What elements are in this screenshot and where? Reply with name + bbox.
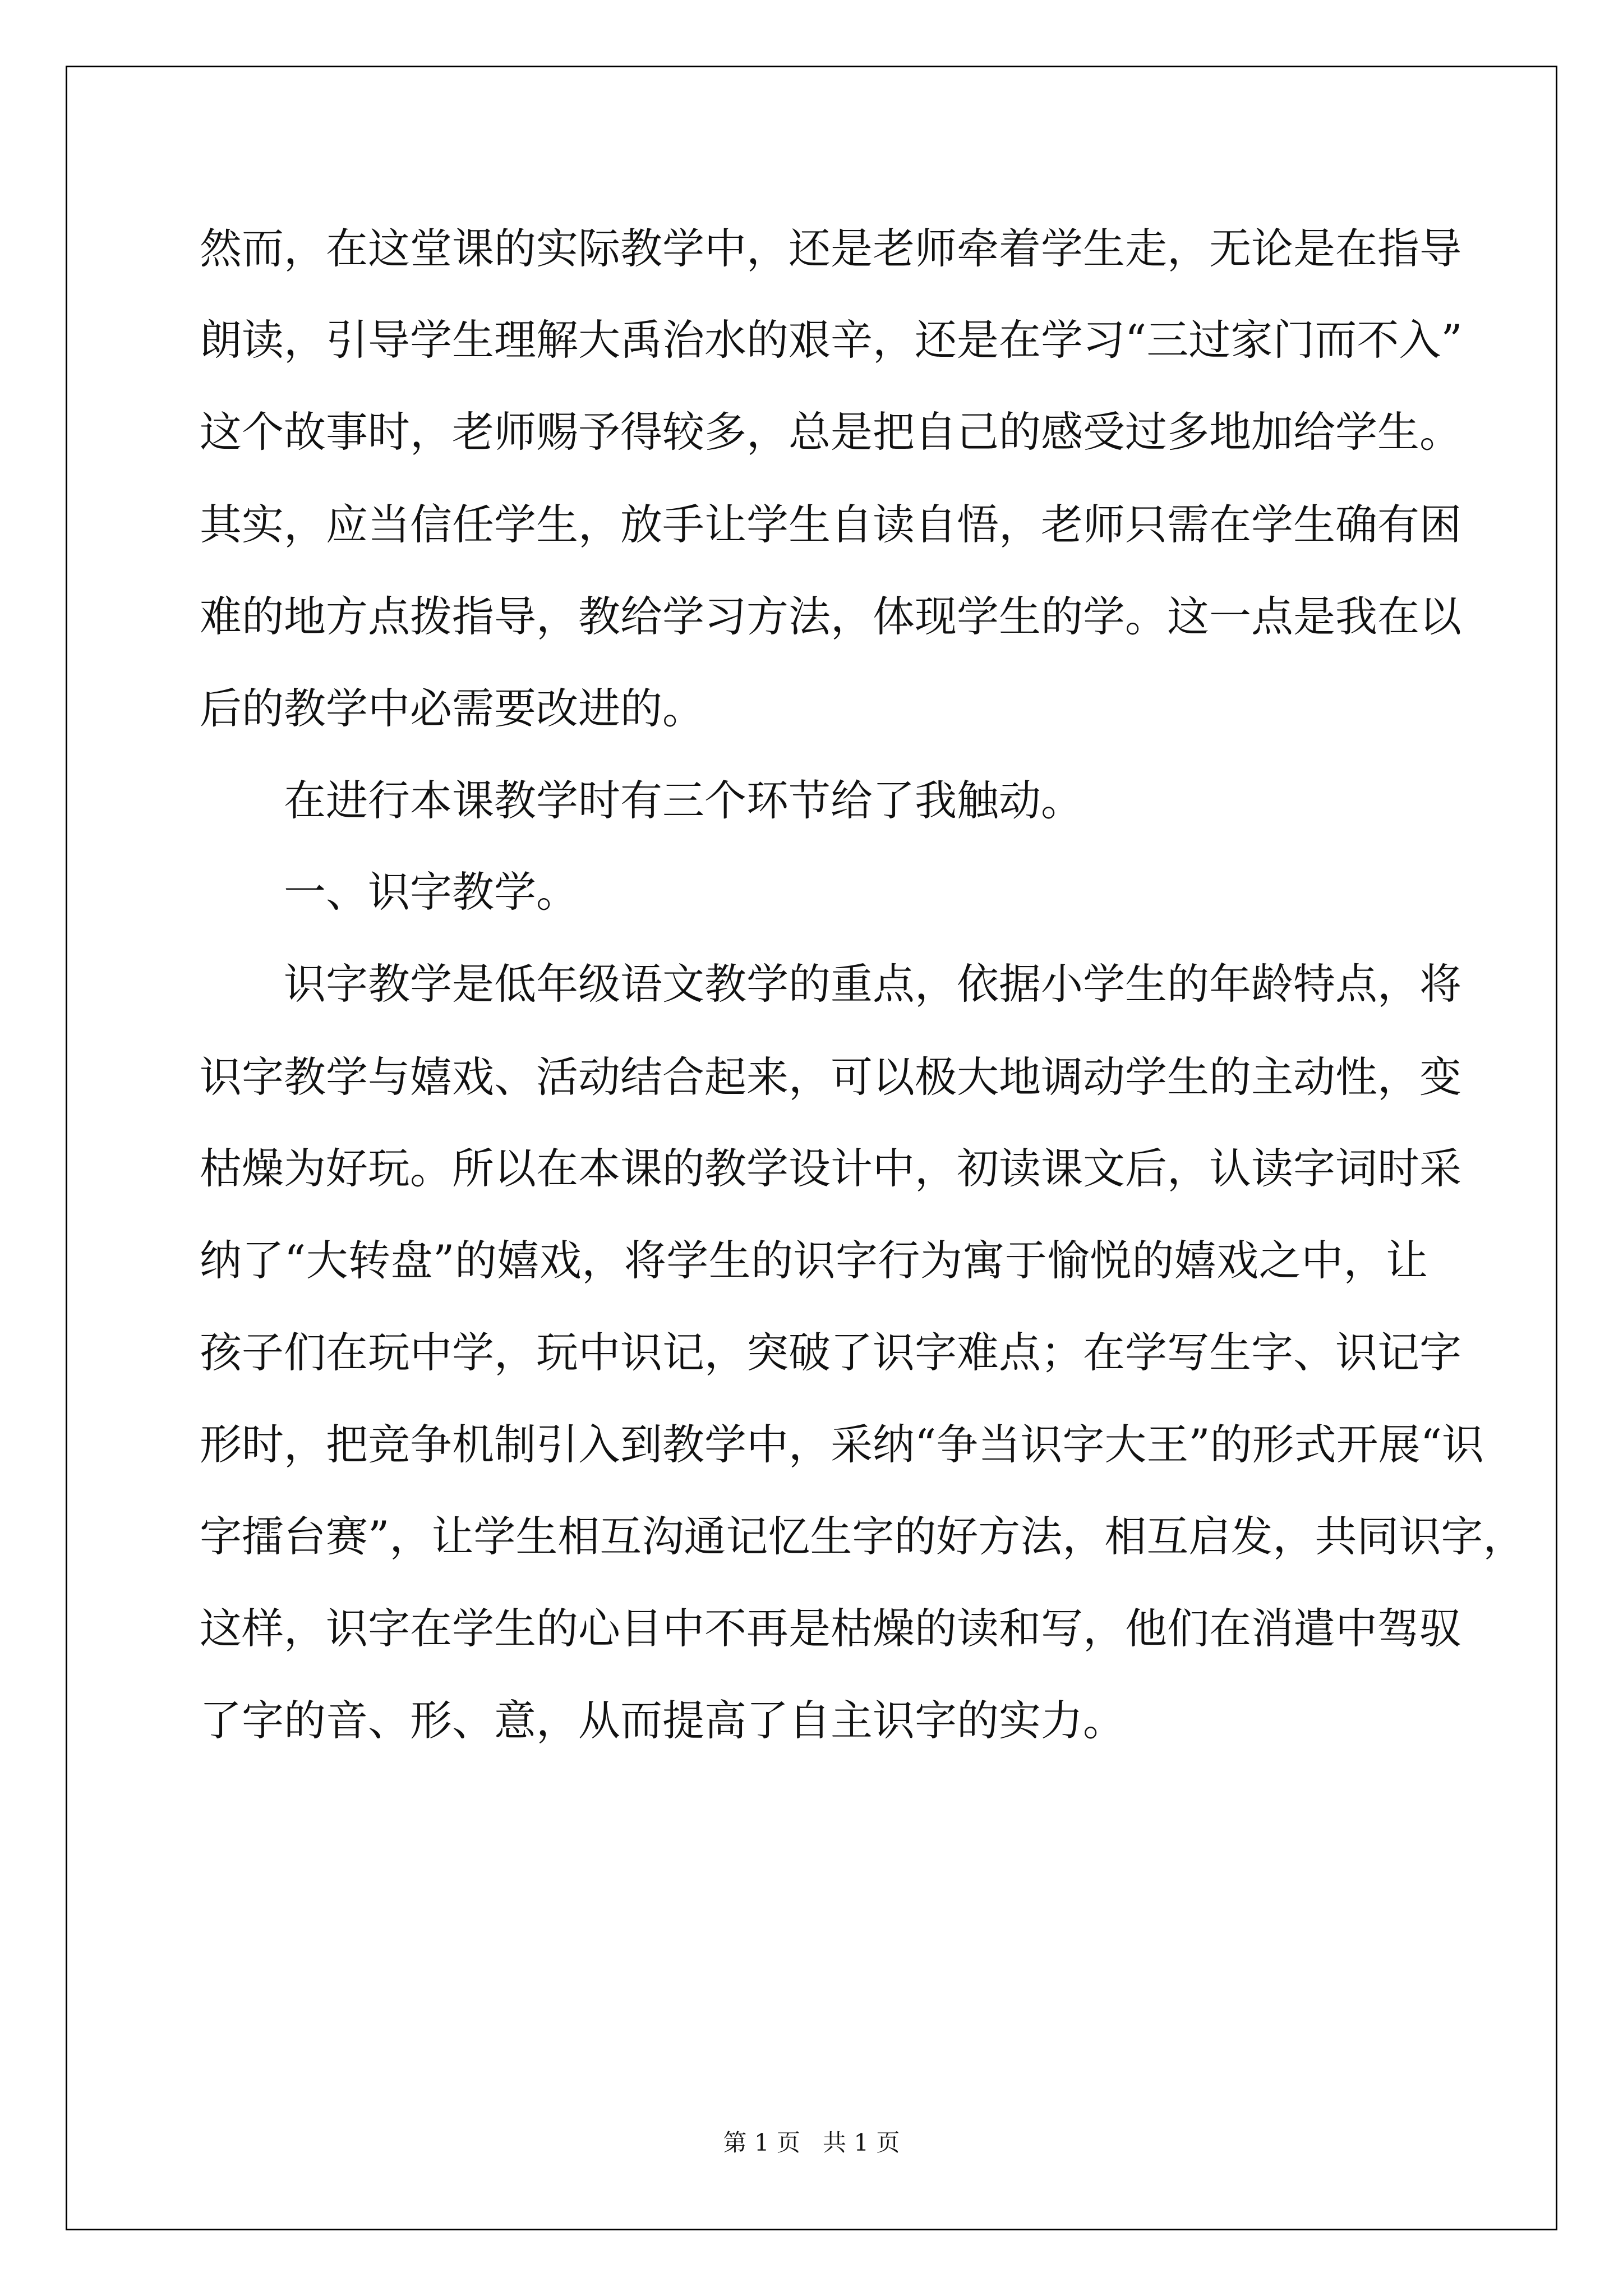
body-line: 这样，识字在学生的心目中不再是枯燥的读和写，他们在消遣中驾驭 — [200, 1604, 1462, 1653]
body-line: 识字教学与嬉戏、活动结合起来，可以极大地调动学生的主动性，变 — [200, 1052, 1462, 1102]
body-line: 这个故事时，老师赐予得较多，总是把自己的感受过多地加给学生。 — [200, 407, 1462, 457]
body-line: 难的地方点拨指导，教给学习方法，体现学生的学。这一点是我在以 — [200, 592, 1462, 641]
body-line: 孩子们在玩中学，玩中识记，突破了识字难点；在学写生字、识记字 — [200, 1328, 1462, 1377]
body-line: 了字的音、形、意，从而提高了自主识字的实力。 — [200, 1696, 1126, 1745]
body-line: 枯燥为好玩。所以在本课的教学设计中，初读课文后，认读字词时采 — [200, 1144, 1462, 1193]
page-footer — [0, 2123, 1623, 2162]
body-line: 然而，在这堂课的实际教学中，还是老师牵着学生走，无论是在指导 — [200, 224, 1462, 273]
body-line: 纳了“大转盘”的嬉戏，将学生的识字行为寓于愉悦的嬉戏之中，让 — [200, 1236, 1428, 1285]
paragraph-first-line: 在进行本课教学时有三个环节给了我触动。 — [284, 776, 1083, 825]
body-line: 形时，把竞争机制引入到教学中，采纳“争当识字大王”的形式开展“识 — [200, 1420, 1484, 1469]
page-number: 第 1 页 — [723, 2129, 800, 2156]
section-heading: 一、识字教学。 — [284, 867, 579, 917]
paragraph-first-line: 识字教学是低年级语文教学的重点，依据小学生的年龄特点，将 — [284, 959, 1462, 1009]
body-line: 后的教学中必需要改进的。 — [200, 684, 705, 733]
body-line: 其实，应当信任学生，放手让学生自读自悟，老师只需在学生确有困 — [200, 500, 1462, 549]
page-total: 共 1 页 — [823, 2129, 900, 2156]
body-line: 字擂台赛”，让学生相互沟通记忆生字的好方法，相互启发，共同识字， — [200, 1512, 1525, 1561]
body-line: 朗读，引导学生理解大禹治水的艰辛，还是在学习“三过家门而不入” — [200, 315, 1463, 365]
